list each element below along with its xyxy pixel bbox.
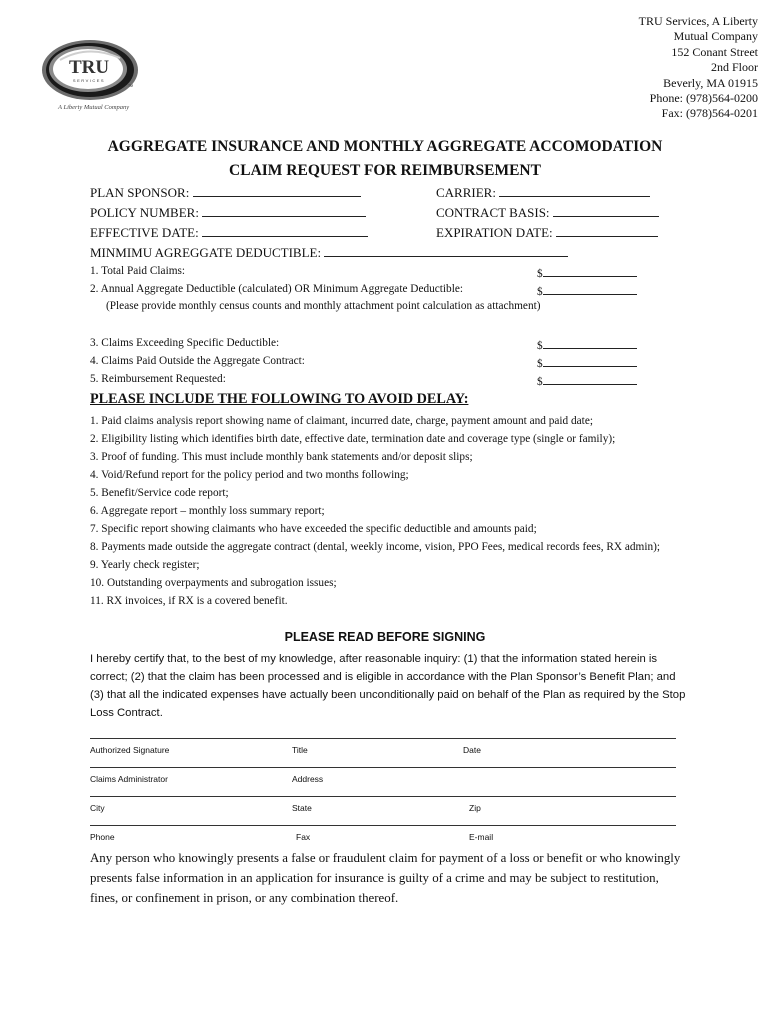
dollar-sign: $ — [537, 268, 543, 280]
certification-text: I hereby certify that, to the best of my knowledge, after reasonable inquiry: (1) that the information stated herein is correct; (2) that the claim has been processed and is eligible in accordance with the Plan Sponsor’s Benefit Plan; and (3) that all the indicated expenses have actually been unconditionally paid on behalf of the Plan as required by the Stop Loss Contract. — [90, 653, 686, 719]
fraud-warning: Any person who knowingly presents a false or fraudulent claim for payment of a loss or benefit or who knowingly presents false information in an application for insurance is guilty of a crime and may be subject to restitution, fines, or confinement in prison, or any combination thereof. — [90, 851, 681, 905]
include-heading: PLEASE INCLUDE THE FOLLOWING TO AVOID DELAY: — [90, 391, 469, 407]
city-label: City — [90, 803, 105, 813]
zip-label: Zip — [469, 803, 481, 813]
address-line: 152 Conant Street — [671, 44, 758, 59]
claims-administrator-label: Claims Administrator — [90, 774, 168, 784]
reimbursement-amount — [537, 373, 637, 388]
claims-admin-line[interactable] — [90, 767, 676, 768]
carrier-label: CARRIER: — [436, 185, 496, 200]
reimbursement-input-line[interactable] — [543, 373, 637, 385]
contract-basis-field — [436, 204, 659, 221]
agg-deductible-label: 2. Annual Aggregate Deductible (calculated) OR Minimum Aggregate Deductible: — [90, 283, 464, 295]
list-item: 10. Outstanding overpayments and subrogation issues; — [90, 577, 337, 589]
effective-date-input-line[interactable] — [202, 224, 368, 237]
company-address — [639, 14, 758, 122]
claims-outside-input-line[interactable] — [543, 355, 637, 367]
dollar-sign: $ — [537, 376, 543, 388]
list-item: 4. Void/Refund report for the policy period and two months following; — [90, 469, 409, 481]
policy-number-label: POLICY NUMBER: — [90, 205, 199, 220]
expiration-date-label: EXPIRATION DATE: — [436, 225, 553, 240]
title-label: Title — [292, 745, 308, 755]
dollar-sign: $ — [537, 340, 543, 352]
address-line: Beverly, MA 01915 — [663, 75, 758, 90]
email-label: E-mail — [469, 832, 494, 842]
form-subtitle: CLAIM REQUEST FOR REIMBURSEMENT — [229, 162, 541, 179]
plan-sponsor-label: PLAN SPONSOR: — [90, 185, 190, 200]
address-line: TRU Services, A Liberty — [638, 14, 758, 28]
expiration-date-input-line[interactable] — [556, 224, 658, 237]
effective-date-field — [90, 224, 368, 241]
carrier-field — [436, 184, 650, 201]
address-line: 2nd Floor — [710, 60, 758, 75]
total-paid-claims-amount — [537, 265, 637, 280]
logo-ring-text: SERVICES — [72, 78, 106, 83]
city-line[interactable] — [90, 796, 676, 797]
contract-basis-label: CONTRACT BASIS: — [436, 205, 550, 220]
min-agg-deductible-field — [90, 244, 568, 261]
state-label: State — [292, 803, 312, 813]
expiration-date-field — [436, 224, 658, 241]
list-item: 8. Payments made outside the aggregate contract (dental, weekly income, vision, PPO Fees, medical records fees, RX admin); — [90, 541, 661, 553]
policy-number-field — [90, 204, 366, 221]
address-fax: Fax: (978)564-0201 — [661, 106, 758, 121]
form-title: AGGREGATE INSURANCE AND MONTHLY AGGREGATE ACCOMODATION — [107, 138, 663, 155]
list-item: 6. Aggregate report – monthly loss summary report; — [90, 505, 325, 517]
tru-logo-mark — [40, 38, 140, 102]
address-phone: Phone: (978)564-0200 — [649, 91, 758, 106]
phone-label: Phone — [90, 832, 115, 842]
contract-basis-input-line[interactable] — [553, 204, 659, 217]
min-agg-deductible-label: MINMIMU AGREGGATE DEDUCTIBLE: — [90, 245, 322, 260]
phone-line[interactable] — [90, 825, 676, 826]
date-label: Date — [463, 745, 481, 755]
list-item: 11. RX invoices, if RX is a covered benefit. — [90, 595, 288, 607]
tru-logo — [40, 38, 140, 102]
list-item: 2. Eligibility listing which identifies birth date, effective date, termination date and coverage type (single or family); — [90, 433, 616, 445]
list-item: 5. Benefit/Service code report; — [90, 487, 229, 499]
claims-exceeding-amount — [537, 337, 637, 352]
agg-deductible-input-line[interactable] — [543, 283, 637, 295]
list-item: 7. Specific report showing claimants who have exceeded the specific deductible and amounts paid; — [90, 523, 537, 535]
claims-outside-label: 4. Claims Paid Outside the Aggregate Contract: — [90, 355, 305, 367]
min-agg-deductible-input-line[interactable] — [324, 244, 568, 257]
list-item: 3. Proof of funding. This must include monthly bank statements and/or deposit slips; — [90, 451, 473, 463]
reimbursement-label: 5. Reimbursement Requested: — [90, 373, 226, 385]
read-before-signing-heading: PLEASE READ BEFORE SIGNING — [284, 630, 486, 644]
signature-line[interactable] — [90, 738, 676, 739]
dollar-sign: $ — [537, 286, 543, 298]
claims-exceeding-label: 3. Claims Exceeding Specific Deductible: — [90, 337, 280, 349]
logo-brand-text: TRU — [68, 57, 110, 78]
policy-number-input-line[interactable] — [202, 204, 366, 217]
claims-exceeding-input-line[interactable] — [543, 337, 637, 349]
effective-date-label: EFFECTIVE DATE: — [90, 225, 199, 240]
list-item: 1. Paid claims analysis report showing name of claimant, incurred date, charge, payment amount and paid date; — [90, 415, 593, 427]
logo-tagline: A Liberty Mutual Company — [58, 104, 130, 111]
claims-outside-amount — [537, 355, 637, 370]
authorized-signature-label: Authorized Signature — [90, 745, 170, 755]
agg-deductible-amount — [537, 283, 637, 298]
total-paid-claims-label: 1. Total Paid Claims: — [90, 265, 186, 277]
logo-tm: TM — [128, 84, 134, 88]
plan-sponsor-field — [90, 184, 361, 201]
address-line: Mutual Company — [673, 29, 758, 44]
plan-sponsor-input-line[interactable] — [193, 184, 361, 197]
include-list — [90, 412, 690, 610]
dollar-sign: $ — [537, 358, 543, 370]
carrier-input-line[interactable] — [499, 184, 650, 197]
total-paid-claims-input-line[interactable] — [543, 265, 637, 277]
fax-label: Fax — [296, 832, 311, 842]
address-label: Address — [292, 774, 324, 784]
list-item: 9. Yearly check register; — [90, 559, 200, 571]
agg-deductible-note: (Please provide monthly census counts and monthly attachment point calculation as attachment) — [106, 300, 541, 312]
